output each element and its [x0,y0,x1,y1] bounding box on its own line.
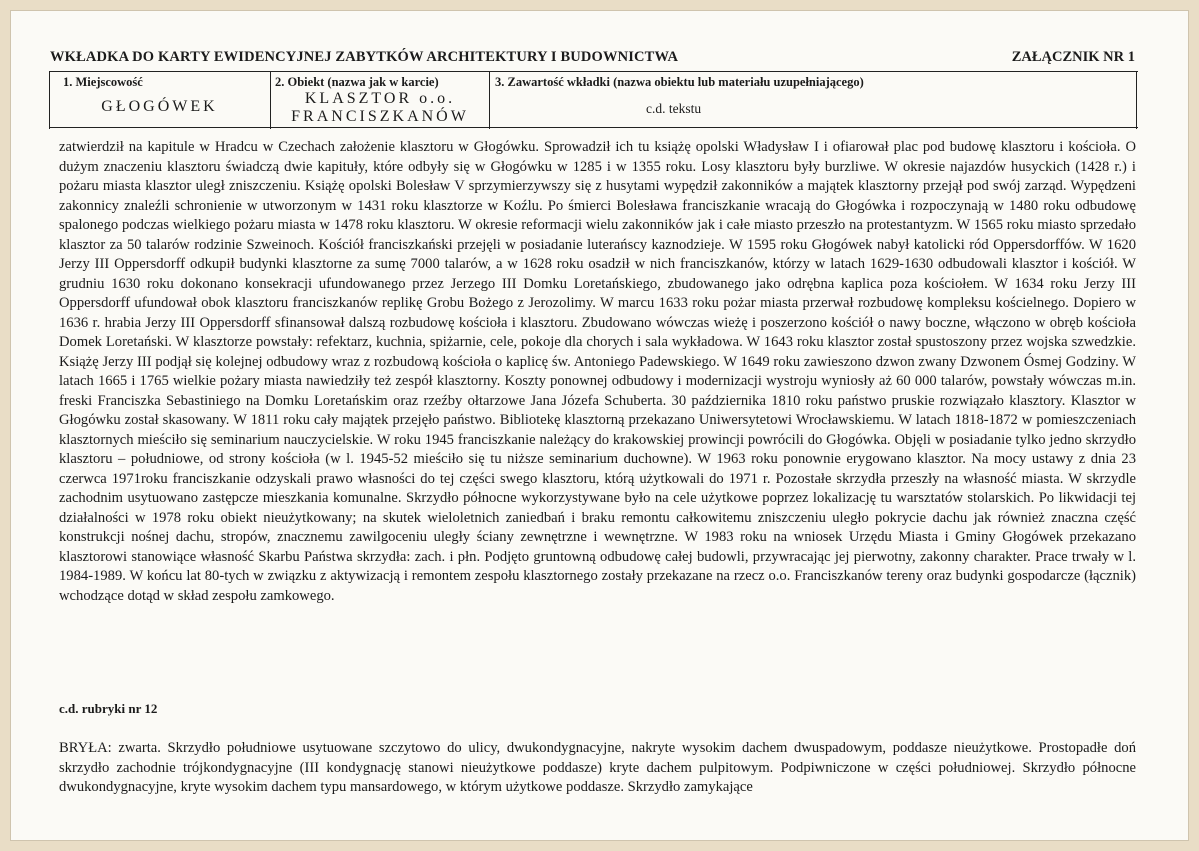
insert-card [10,10,1189,841]
object-value-line1: KLASZTOR o.o. [304,90,456,107]
fields-top-rule [49,71,1138,72]
content-value: c.d. tekstu [646,101,702,116]
locality-value: GŁOGÓWEK [101,98,218,115]
history-paragraph: zatwierdził na kapitule w Hradcu w Czechach założenie klasztoru w Głogówku. Sprowadził ich tu książę opolski Władysław I i ofiarował plac pod budowę klasztoru i kościoła. O dużym znaczeniu klasztoru świadczą dwie kapituły, które odbyły się w Głogówku w 1285 i w 1355 roku. Losy klasztoru były burzliwe. W okresie najazdów husyckich (1428 r.) i pożaru miasta klasztor uległ zniszczeniu. Książę opolski Bolesław V sprzymierzywszy się z husytami wypędził zakonników a majątek klasztorny przejął pod swój zarząd. Wypędzeni zakonnicy znaleźli schronienie w utworzonym w 1431 roku klasztorze w Koźlu. Po śmierci Bolesława franciszkanie wracają do Głogówka i rozpoczynają w 1480 roku odbudowę spalonego podczas wielkiego pożaru miasta w 1478 roku klasztoru. W okresie reformacji wielu zakonników jak i całe miasto przeszło na protestantyzm. W 1565 roku miasto sprzedało klasztor za 50 talarów rodzinie Szweinoch. Kościół franciszkański przejęli w posiadanie luterańscy kaznodzieje. W 1595 roku Głogówek nabył katolicki ród Oppersdorffów. W 1620 Jerzy III Oppersdorff odkupił budynki klasztorne za sumę 7000 talarów, a w 1628 roku osadził w nich franciszkanów, którzy w latach 1629-1630 odbudowali klasztor i kościół. W grudniu 1630 roku dokonano konsekracji ufundowanego przez Jerzego III Domku Loretańskiego, zbudowanego jako odrębna kaplica poza kościołem. W 1634 roku Jerzy III Oppersdorff ufundował obok klasztoru franciszkanów replikę Grobu Bożego z Jerozolimy. W marcu 1633 roku pożar miasta przerwał rozbudowę kompleksu kościelnego. Dopiero w 1636 r. hrabia Jerzy III Oppersdorff sfinansował dalszą rozbudowę kościoła i klasztoru. Zbudowano wówczas wieżę i poszerzono kościół o nawy boczne, włączono w obręb kościoła Domek Loretański. W klasztorze powstały: refektarz, kuchnia, spiżarnie, cele, pokoje dla chorych i sala wykładowa. W 1643 roku klasztor został spustoszony przez wojska szwedzkie. Książę Jerzy III podjął się kolejnej odbudowy wraz z rozbudową kościoła o kaplicę św. Antoniego Padewskiego. W 1649 roku zawieszono dzwon zwany Dzwonem Ósmej Godziny. W latach 1665 i 1765 wielkie pożary miasta nawiedziły też zespół klasztorny. Koszty ponownej odbudowy i modernizacji wystroju wyniosły aż 60 000 talarów, powstały wówczas m.in. freski Franciszka Sebastiniego na Domku Loretańskim oraz rzeźby ołtarzowe Jana Józefa Schuberta. 30 października 1810 roku państwo pruskie rozwiązało klasztory. Klasztor w Głogówku został skasowany. W 1811 roku cały majątek przejęło państwo. Bibliotekę klasztorną przekazano Uniwersytetowi Wrocławskiemu. W latach 1818-1872 w pomieszczeniach klasztornych mieściło się seminarium nauczycielskie. W roku 1945 franciszkanie należący do krakowskiej prowincji powrócili do Głogówka. Objęli w posiadanie tylko jedno skrzydło klasztoru – południowe, od strony kościoła (w l. 1945-52 mieściło się tu niższe seminarium duchowne). W 1963 roku ponownie erygowano klasztor. Na mocy ustawy z dnia 23 czerwca 1971roku franciszkanie odzyskali prawo własności do tej części swego klasztoru, którą użytkowali do 1971 r. Pozostałe skrzydła przeszły na własność miasta. W skrzydle zachodnim usytuowano zastępcze mieszkania komunalne. Skrzydło północne wykorzystywane było na cele użytkowe poprzez lokalizację tu warsztatów stolarskich. Po likwidacji tej działalności w 1978 roku obiekt nieużytkowany; na skutek wieloletnich zaniedbań i braku remontu całkowitemu zniszczeniu uległo pokrycie dachu jak również znaczna część konstrukcji nośnej dachu, stropów, znacznemu zawilgoceniu uległy ściany zewnętrzne i wewnętrzne. W 1983 roku na wniosek Urzędu Miasta i Gminy Głogówek przekazano klasztorowi stanowiące własność Skarbu Państwa skrzydła: zach. i płn. Podjęto gruntowną odbudowę całej budowli, przywracając jej pierwotny, zakonny charakter. Prace trwały w l. 1984-1989. W końcu lat 80-tych w związku z aktywizacją i remontem zespołu klasztornego zostały przekazane na rzecz o.o. Franciszkanów tereny oraz budynki gospodarcze (łącznik) wchodzące dotąd w skład zespołu zamkowego. [59,139,1136,604]
fields-divider-2 [489,71,490,129]
header-fields-table [49,71,1138,129]
fields-bottom-rule [49,127,1138,128]
main-text-block [59,138,1136,606]
fields-divider-right [1136,71,1137,129]
card-header [50,49,1135,69]
bryla-paragraph: BRYŁA: zwarta. Skrzydło południowe usytuowane szczytowo do ulicy, dwukondygnacyjne, nakryte wysokim dachem dwuspadowym, poddasze nieużytkowe. Prostopadłe doń skrzydło zachodnie trójkondygnacyjne (III kondygnację stanowi nieużytkowe poddasze) kryte dachem pulpitowym. Podpiwniczone w części południowej. Skrzydło północne dwukondygnacyjne, kryte wysokim dachem typu mansardowego, w którym użytkowe poddasze. Skrzydło zamykające [59,740,1136,795]
locality-label: 1. Miejscowość [63,75,143,89]
object-value-line2: FRANCISZKANÓW [291,108,469,125]
rubric-heading: c.d. rubryki nr 12 [59,701,158,716]
card-title: WKŁADKA DO KARTY EWIDENCYJNEJ ZABYTKÓW ARCHITEKTURY I BUDOWNICTWA [50,49,679,65]
content-label: 3. Zawartość wkładki (nazwa obiektu lub materiału uzupełniającego) [495,75,864,89]
object-label: 2. Obiekt (nazwa jak w karcie) [275,75,439,89]
bryla-text-block [59,739,1136,798]
annex-number: ZAŁĄCZNIK NR 1 [1011,49,1135,65]
